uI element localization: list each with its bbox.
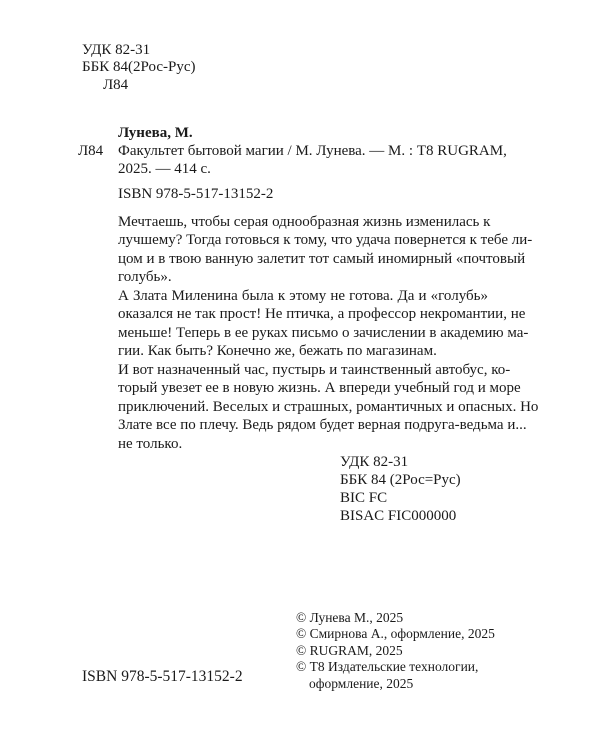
- top-author-mark: Л84: [103, 77, 129, 93]
- copyright-line: © Смирнова А., оформление, 2025: [296, 626, 495, 642]
- annotation-line: И вот назначенный час, пустырь и таинственный автобус, ко-: [118, 362, 511, 378]
- copyright-line: © RUGRAM, 2025: [296, 642, 403, 658]
- annotation-paragraph-2: [118, 287, 529, 361]
- annotation-line: торый увезет ее в новую жизнь. А впереди учебный год и море: [118, 380, 521, 397]
- copyright-line: © Лунева М., 2025: [296, 610, 404, 625]
- classification-block: [340, 453, 461, 525]
- classification-bic: BIC FC: [340, 490, 388, 506]
- copyright-line: © Т8 Издательские технологии,: [296, 659, 479, 675]
- annotation-line: приключений. Веселых и страшных, романтичных и опасных. Но: [118, 398, 539, 415]
- top-bbk-code: ББК 84(2Рос-Рус): [82, 59, 196, 75]
- author-heading: Лунева, М.: [118, 125, 193, 141]
- title-line-1: Факультет бытовой магии / М. Лунева. — М. : T8 RUGRAM,: [118, 143, 507, 159]
- annotation-line: цом и в твою ванную залетит тот самый иномирный «почтовый: [118, 250, 526, 267]
- footer-isbn: ISBN 978-5-517-13152-2: [82, 668, 243, 685]
- copyright-line: оформление, 2025: [309, 675, 414, 691]
- annotation-line: не только.: [118, 435, 183, 452]
- annotation-line: лучшему? Тогда готовься к тому, что удача повернется к тебе ли-: [118, 232, 533, 249]
- annotation-line: А Злата Миленина была к этому не готова. Да и «голубь»: [118, 288, 488, 304]
- classification-bisac: BISAC FIC000000: [340, 508, 457, 524]
- annotation-line: оказался не так прост! Не птичка, а профессор некромантии, не: [118, 306, 526, 323]
- annotation-line: Мечтаешь, чтобы серая однообразная жизнь изменилась к: [118, 214, 491, 230]
- copyright-block: [296, 610, 495, 692]
- annotation-line: голубь».: [118, 269, 172, 286]
- annotation-line: Злате все по плечу. Ведь рядом будет верная подруга-ведьма и...: [118, 417, 527, 434]
- classification-bbk: ББК 84 (2Рос=Рус): [340, 472, 461, 488]
- top-udk-code: УДК 82-31: [82, 42, 151, 58]
- annotation-line: меньше! Теперь в ее руках письмо о зачислении в академию ма-: [118, 324, 529, 341]
- classification-udk: УДК 82-31: [340, 454, 409, 470]
- annotation-paragraph-1: [118, 213, 533, 287]
- isbn-line: ISBN 978-5-517-13152-2: [118, 186, 274, 202]
- author-mark: Л84: [78, 143, 104, 159]
- annotation-line: гии. Как быть? Конечно же, бежать по магазинам.: [118, 343, 437, 360]
- title-line-2: 2025. — 414 с.: [118, 161, 211, 177]
- annotation-paragraph-3: [118, 361, 539, 453]
